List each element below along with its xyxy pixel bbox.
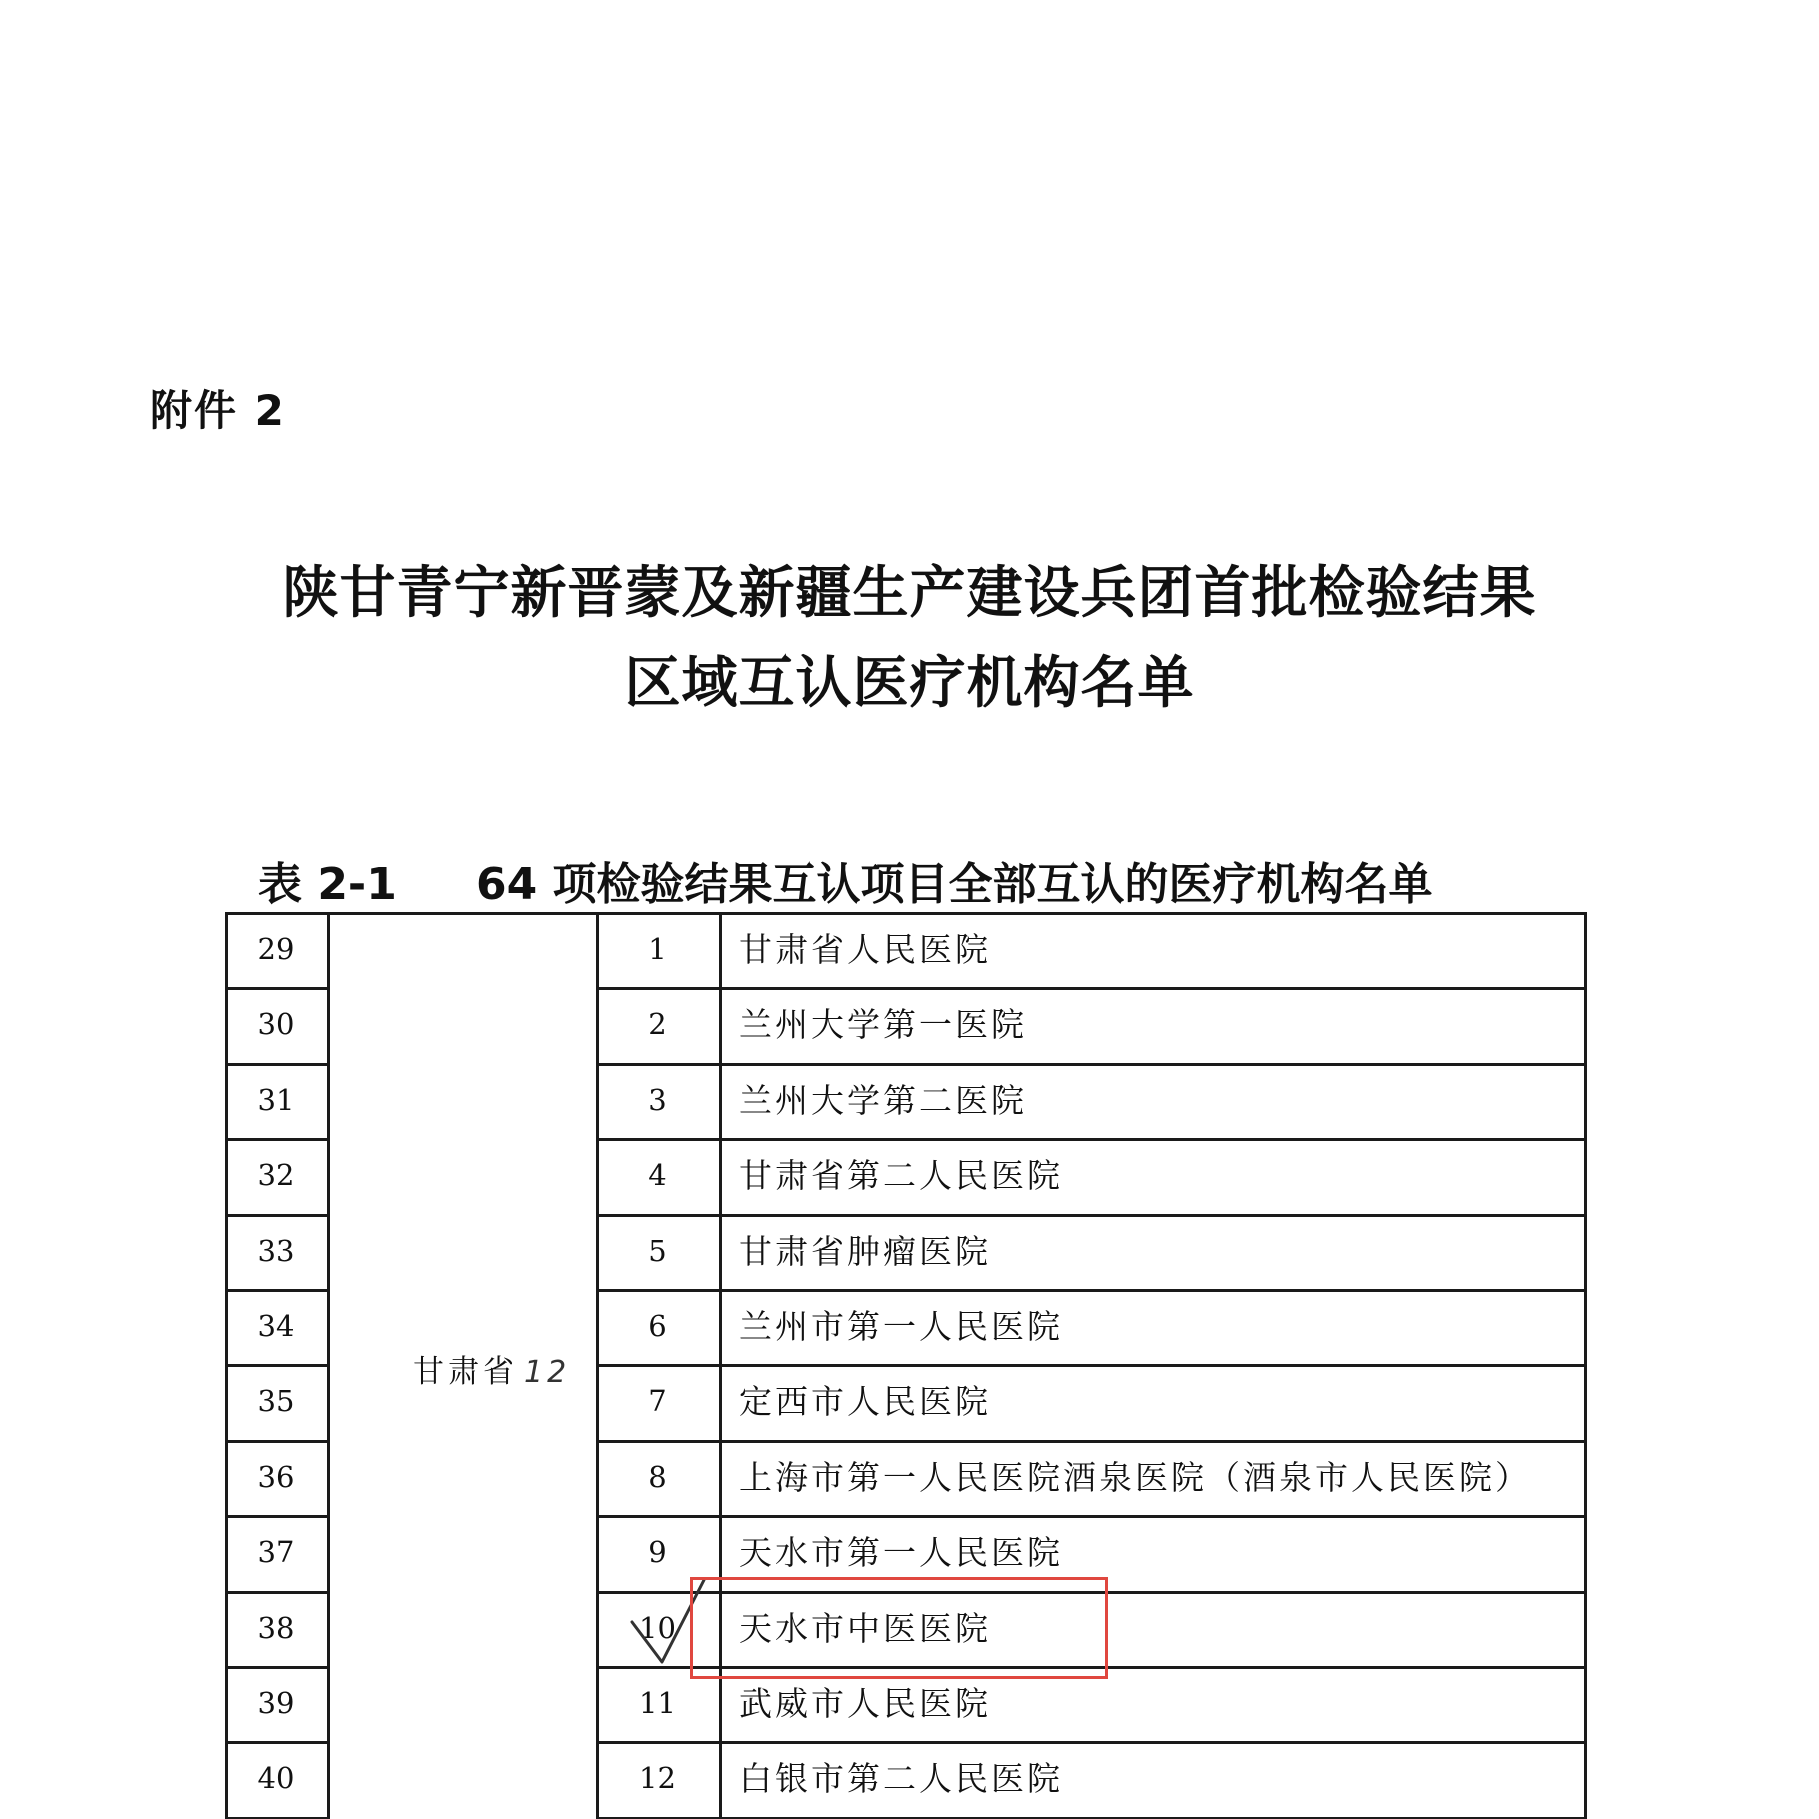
institution-name-cell: 白银市第二人民医院 xyxy=(739,1759,1063,1799)
handwritten-count: 12 xyxy=(524,1355,571,1390)
province-number-cell: 2 xyxy=(648,1007,667,1042)
province-number-cell: 8 xyxy=(648,1459,667,1494)
province-number-cell: 12 xyxy=(639,1761,676,1796)
document-title-line-1: 陕甘青宁新晋蒙及新疆生产建设兵团首批检验结果 xyxy=(282,560,1537,626)
province-cell xyxy=(413,1342,570,1403)
overall-number-cell: 32 xyxy=(257,1158,295,1193)
institution-table xyxy=(225,912,1587,1819)
overall-number-cell: 33 xyxy=(257,1233,295,1268)
institution-name-cell: 兰州大学第一医院 xyxy=(739,1005,1027,1045)
province-name: 甘肃省 xyxy=(413,1354,518,1390)
overall-number-cell: 38 xyxy=(257,1610,295,1645)
institution-name-cell: 天水市第一人民医院 xyxy=(739,1533,1063,1573)
overall-number-cell: 39 xyxy=(257,1686,295,1720)
table-caption xyxy=(258,848,1433,912)
overall-number-cell: 35 xyxy=(257,1384,295,1419)
overall-number-cell: 31 xyxy=(257,1082,295,1117)
institution-name-cell: 兰州大学第二医院 xyxy=(739,1080,1027,1120)
province-number-cell: 11 xyxy=(639,1686,676,1720)
overall-number-cell: 36 xyxy=(257,1459,295,1494)
overall-number-cell: 37 xyxy=(257,1535,295,1570)
province-number-cell: 9 xyxy=(648,1535,667,1570)
attachment-label: 附件 2 xyxy=(150,386,286,435)
overall-number-cell: 40 xyxy=(257,1761,295,1796)
table-number: 表 2-1 xyxy=(258,859,397,910)
province-number-cell: 10 xyxy=(639,1610,676,1645)
overall-number-cell: 30 xyxy=(257,1007,295,1042)
institution-name-cell: 武威市人民医院 xyxy=(739,1684,991,1723)
table-caption-text: 64 项检验结果互认项目全部互认的医疗机构名单 xyxy=(476,859,1433,910)
institution-name-cell: 甘肃省第二人民医院 xyxy=(739,1156,1063,1196)
province-number-cell: 5 xyxy=(648,1233,667,1268)
institution-name-cell: 天水市中医医院 xyxy=(739,1608,991,1648)
institution-name-cell: 甘肃省肿瘤医院 xyxy=(739,1231,991,1271)
overall-number-cell: 34 xyxy=(257,1309,295,1343)
province-number-cell: 7 xyxy=(648,1384,667,1419)
institution-name-cell: 定西市人民医院 xyxy=(739,1382,991,1422)
document-title-line-2: 区域互认医疗机构名单 xyxy=(624,650,1195,716)
overall-number-cell: 29 xyxy=(257,932,295,966)
institution-name-cell: 兰州市第一人民医院 xyxy=(739,1307,1063,1346)
province-number-cell: 6 xyxy=(648,1309,667,1343)
institution-name-cell: 甘肃省人民医院 xyxy=(739,930,991,969)
province-number-cell: 4 xyxy=(648,1158,667,1193)
highlight-box xyxy=(690,1577,1108,1679)
province-number-cell: 3 xyxy=(648,1082,667,1117)
institution-name-cell: 上海市第一人民医院酒泉医院（酒泉市人民医院） xyxy=(739,1457,1531,1497)
province-number-cell: 1 xyxy=(648,932,667,966)
